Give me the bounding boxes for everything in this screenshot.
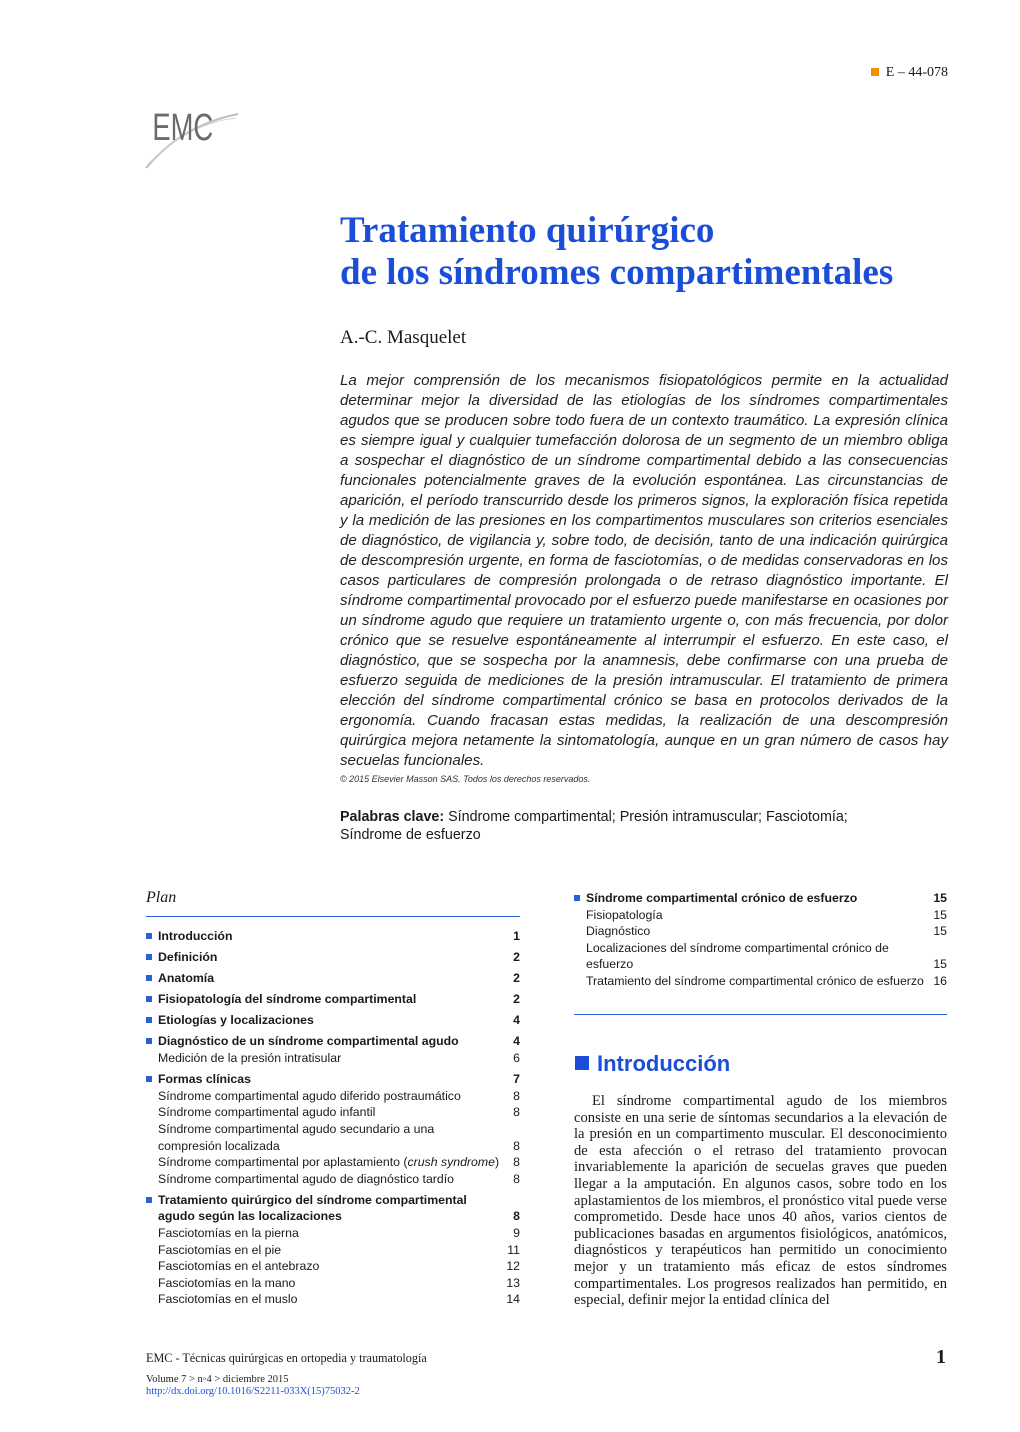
copyright: © 2015 Elsevier Masson SAS. Todos los derechos reservados.: [340, 774, 591, 784]
toc-page: 8: [513, 1088, 520, 1103]
toc-subsection[interactable]: [146, 1258, 520, 1275]
toc-label: Fisiopatología del síndrome compartimental: [158, 992, 417, 1007]
article-title: [340, 210, 980, 294]
toc-page: 12: [506, 1259, 520, 1274]
toc-page: 6: [513, 1051, 520, 1066]
emc-logo: [138, 92, 248, 172]
toc-section[interactable]: [146, 991, 520, 1008]
title-line-2: de los síndromes compartimentales: [340, 252, 894, 293]
toc-subsection[interactable]: [574, 923, 947, 940]
article-code-text: E – 44-078: [885, 65, 948, 80]
toc-page: 8: [513, 1209, 520, 1224]
section-heading-introduccion: [575, 1051, 730, 1077]
toc-label: Síndrome compartimental agudo secundario a una compresión localizada: [158, 1121, 435, 1153]
toc-page: 13: [506, 1275, 520, 1290]
keywords-list: Síndrome compartimental; Presión intramuscular; Fasciotomía; Síndrome de esfuerzo: [340, 809, 848, 843]
toc-label: Definición: [158, 950, 218, 965]
toc-page: 8: [513, 1155, 520, 1170]
plan-left-column: [146, 928, 520, 1308]
article-code: [871, 65, 948, 81]
footer-journal: EMC - Técnicas quirúrgicas en ortopedia y traumatología: [146, 1351, 427, 1365]
toc-label: Medición de la presión intratisular: [158, 1051, 342, 1066]
toc-label: Localizaciones del síndrome compartimental crónico de esfuerzo: [586, 940, 889, 972]
toc-page: 2: [513, 992, 520, 1007]
toc-page: 15: [933, 957, 947, 972]
toc-page: 2: [513, 950, 520, 965]
doi-link[interactable]: http://dx.doi.org/10.1016/S2211-033X(15)75032-2: [146, 1386, 360, 1397]
toc-subsection[interactable]: [146, 1154, 520, 1171]
toc-label: Síndrome compartimental agudo infantil: [158, 1105, 376, 1120]
toc-subsection[interactable]: [146, 1275, 520, 1292]
toc-section[interactable]: [146, 928, 520, 945]
toc-page: 15: [933, 924, 947, 939]
toc-section[interactable]: [146, 1033, 520, 1050]
orange-square-icon: [871, 68, 879, 76]
section-heading-text: Introducción: [597, 1051, 731, 1076]
plan-label: Plan: [146, 889, 177, 906]
abstract: La mejor comprensión de los mecanismos fisiopatológicos permite en la actualidad determinar mejor la diversidad de las etiologías de los síndromes compartimentales agudos que se producen sobre todo fuera de un contexto traumático. La expresión clínica es siempre igual y cualquier tumefacción dolorosa de un segmento de un miembro obliga a sospechar el diagnóstico de un síndrome compartimental debido a las consecuencias funcionales potencialmente graves de la evolución espontánea. Las circunstancias de aparición, el período transcurrido desde los primeros signos, la exploración física repetida y la medición de las presiones en los compartimentos musculares son criterios esenciales de diagnóstico, de vigilancia y, sobre todo, de decisión, tanto de una indicación quirúrgica de descompresión urgente, en forma de fasciotomías, o de medidas conservadoras en los casos particulares de compresión prolongada o de retraso diagnóstico importante. El síndrome compartimental provocado por el esfuerzo puede manifestarse en ocasiones por un síndrome agudo que requiere un tratamiento urgente o, con más frecuencia, por dolor crónico que se resuelve espontáneamente al interrumpir el esfuerzo. En este caso, el diagnóstico, que se sospecha por la anamnesis, debe confirmarse con una prueba de esfuerzo seguida de mediciones de la presión intramuscular. El tratamiento de primera elección del síndrome compartimental crónico se basa en protocolos derivados de la ergonomía. Cuando fracasan estas medidas, la realización de una descompresión quirúrgica mejora netamente la sintomatología, aunque en un gran número de casos hay secuelas funcionales.: [340, 372, 948, 769]
toc-label: Diagnóstico de un síndrome compartimental agudo: [158, 1034, 459, 1049]
toc-subsection[interactable]: [146, 1242, 520, 1259]
toc-subsection[interactable]: [146, 1104, 520, 1121]
toc-subsection[interactable]: [146, 1050, 520, 1067]
toc-section[interactable]: [146, 1192, 520, 1225]
toc-subsection[interactable]: [574, 907, 947, 924]
toc-label: Síndrome compartimental agudo de diagnóstico tardío: [158, 1171, 454, 1186]
toc-label: Etiologías y localizaciones: [158, 1013, 314, 1028]
toc-label: Tratamiento quirúrgico del síndrome compartimental agudo según las localizaciones: [158, 1192, 467, 1224]
toc-page: 11: [507, 1242, 520, 1257]
toc-page: 2: [513, 971, 520, 986]
toc-section[interactable]: [146, 970, 520, 987]
toc-label: Anatomía: [158, 971, 215, 986]
toc-label: Formas clínicas: [158, 1072, 251, 1087]
toc-subsection[interactable]: [146, 1121, 520, 1154]
toc-label: Síndrome compartimental por aplastamiento (crush syndrome): [158, 1155, 500, 1170]
toc-subsection[interactable]: [574, 940, 947, 973]
toc-page: 7: [513, 1072, 520, 1087]
toc-section[interactable]: [574, 890, 947, 907]
toc-label: Fasciotomías en el pie: [158, 1242, 282, 1257]
toc-section[interactable]: [146, 949, 520, 966]
toc-subsection[interactable]: [146, 1171, 520, 1188]
toc-page: 15: [933, 891, 947, 905]
toc-label: Fasciotomías en la pierna: [158, 1226, 299, 1240]
plan-divider-right: [574, 1014, 947, 1015]
toc-label: Fasciotomías en el muslo: [158, 1292, 298, 1307]
toc-subsection[interactable]: [574, 973, 947, 990]
toc-subsection[interactable]: [146, 1291, 520, 1308]
toc-subsection[interactable]: [146, 1225, 520, 1242]
toc-label: Fisiopatología: [586, 907, 663, 922]
toc-page: 8: [513, 1138, 520, 1153]
footer-volume: Volume 7 > n◦4 > diciembre 2015: [146, 1374, 289, 1385]
toc-page: 8: [513, 1105, 520, 1120]
emc-logo-text: EMC: [152, 106, 214, 150]
toc-label: Fasciotomías en la mano: [158, 1275, 296, 1290]
toc-page: 14: [506, 1292, 520, 1307]
title-line-1: Tratamiento quirúrgico: [340, 210, 715, 251]
author: A.-C. Masquelet: [340, 327, 467, 348]
toc-page: 9: [513, 1226, 520, 1240]
intro-paragraph: El síndrome compartimental agudo de los miembros consiste en una serie de síntomas secundarios a la elevación de la presión en un compartimento muscular. El desconocimiento de esta afección o el retraso del tratamiento provocan invariablemente la aparición de secuelas graves que pueden llegar a la amputación. En algunos casos, sobre todo en los aplastamientos de los miembros, el pronóstico vital puede verse comprometido. Desde hace unos 40 años, varios cientos de publicaciones basadas en argumentos fisiológicos, anatómicos, diagnósticos y terapéuticos han permitido un conocimiento mejor y un tratamiento más eficaz de estos síndromes compartimentales. Los progresos realizados han permitido, en especial, definir mejor la entidad clínica del: [574, 1093, 947, 1309]
toc-page: 4: [513, 1034, 520, 1049]
blue-square-icon: [575, 1056, 589, 1070]
keywords-label: Palabras clave:: [340, 809, 445, 825]
toc-page: 4: [513, 1013, 520, 1028]
toc-label: Fasciotomías en el antebrazo: [158, 1259, 320, 1274]
toc-section[interactable]: [146, 1012, 520, 1029]
toc-label: Diagnóstico: [586, 924, 651, 939]
toc-label: Tratamiento del síndrome compartimental crónico de esfuerzo: [586, 973, 924, 988]
toc-label: Introducción: [158, 929, 233, 943]
toc-label: Síndrome compartimental crónico de esfuerzo: [586, 891, 858, 905]
toc-page: 15: [933, 907, 947, 922]
plan-divider: [146, 916, 520, 917]
plan-right-column: [574, 890, 947, 990]
keywords: [340, 808, 900, 844]
page-number: 1: [936, 1346, 946, 1368]
toc-page: 16: [933, 973, 947, 988]
toc-page: 8: [513, 1171, 520, 1186]
toc-section[interactable]: [146, 1071, 520, 1088]
toc-label: Síndrome compartimental agudo diferido postraumático: [158, 1088, 461, 1103]
toc-page: 1: [513, 929, 520, 943]
toc-subsection[interactable]: [146, 1088, 520, 1105]
